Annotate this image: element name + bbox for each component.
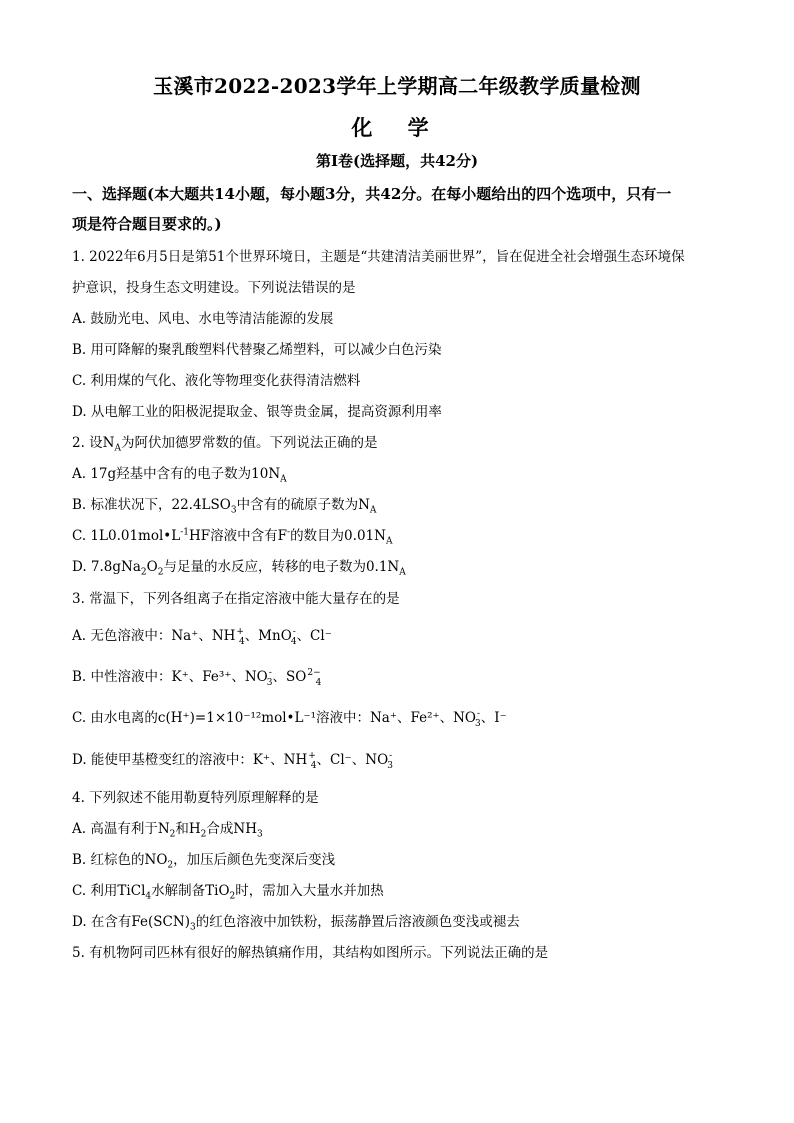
q4-option-d: D. 在含有$Fe(SCN)_3$的红色溶液中加铁粉，振荡静置后溶液颜色变浅或褪去 [72, 914, 520, 933]
q3-option-a: A. 无色溶液中：Na⁺、$NH^+_4$、MnO-$_4$、Cl⁻ [72, 627, 332, 647]
section-heading: 第I卷(选择题，共42分) [315, 152, 479, 170]
q3-option-c: C. 由水电离的c(H⁺)=1×10⁻¹²mol•L⁻¹溶液中：Na⁺、Fe²⁺、$NO^-_3$、I⁻ [72, 709, 507, 729]
q1-stem-line-2: 护意识，投身生态文明建设。下列说法错误的是 [72, 280, 356, 296]
q4-option-a: A. 高温有利于$N_2$和$H_2$合成$NH_3$ [72, 821, 263, 840]
q5-stem: 5. 有机物阿司匹林有很好的解热镇痛作用，其结构如图所示。下列说法正确的是 [72, 945, 549, 961]
q4-option-b: B. 红棕色的$NO_2$，加压后颜色先变深后变浅 [72, 852, 336, 871]
q3-stem: 3. 常温下，下列各组离子在指定溶液中能大量存在的是 [72, 591, 400, 607]
q2-option-d: D. $7.8gNa_2O_2$与足量的水反应，转移的电子数为$0.1N_A$ [72, 559, 406, 578]
q1-option-b: B. 用可降解的聚乳酸塑料代替聚乙烯塑料，可以减少白色污染 [72, 342, 442, 358]
q1-stem-line-1: 1. 2022年6月5日是第51个世界环境日，主题是“共建清洁美丽世界”，旨在促进全社会增强生态环境保 [72, 249, 685, 265]
ion-notation: -$_3$ [475, 709, 481, 729]
ion-notation: +$_4$ [236, 627, 245, 647]
q1-option-c: C. 利用煤的气化、液化等物理变化获得清洁燃料 [72, 373, 361, 389]
page-title: 玉溪市2022-2023学年上学期高二年级教学质量检测 [153, 74, 641, 98]
ion-notation: -$_3$ [387, 751, 393, 771]
ion-notation: -$_3$ [266, 668, 273, 688]
ion-notation: -$_4$ [290, 627, 297, 647]
q3-option-d: D. 能使甲基橙变红的溶液中：K⁺、$NH^+_4$、Cl⁻、$NO^-_3$ [72, 751, 393, 771]
q2-option-a: A. 17g羟基中含有的电子数为$10N_A$ [72, 466, 287, 485]
ion-notation: $^{2-}_4$ [307, 668, 322, 688]
q1-option-d: D. 从电解工业的阳极泥提取金、银等贵金属，提高资源利用率 [72, 404, 442, 420]
q4-stem: 4. 下列叙述不能用勒夏特列原理解释的是 [72, 790, 319, 806]
q2-option-b: B. 标准状况下，$22.4LSO_3$中含有的硫原子数为$N_A$ [72, 497, 377, 516]
q2-option-c: C. $1L0.01mol•L^{-1}HF$溶液中含有F-的数目为$0.01N_A$ [72, 527, 393, 547]
instructions-line-2: 项是符合题目要求的。) [72, 215, 222, 233]
subject-heading: 化 学 [351, 115, 443, 140]
q4-option-c: C. 利用TiCl$_4$水解制备TiO$_2$时，需加入大量水并加热 [72, 883, 384, 902]
q1-option-a: A. 鼓励光电、风电、水电等清洁能源的发展 [72, 311, 334, 327]
q2-stem: 2. 设$N_A$为阿伏加德罗常数的值。下列说法正确的是 [72, 435, 378, 454]
instructions-line-1: 一、选择题(本大题共14小题，每小题3分，共42分。在每小题给出的四个选项中，只有一 [72, 185, 672, 203]
q3-option-b: B. 中性溶液中：K⁺、Fe³⁺、$NO^-_3$、$SO^{2-}_4$ [72, 668, 322, 688]
ion-notation: +$_4$ [308, 751, 317, 771]
